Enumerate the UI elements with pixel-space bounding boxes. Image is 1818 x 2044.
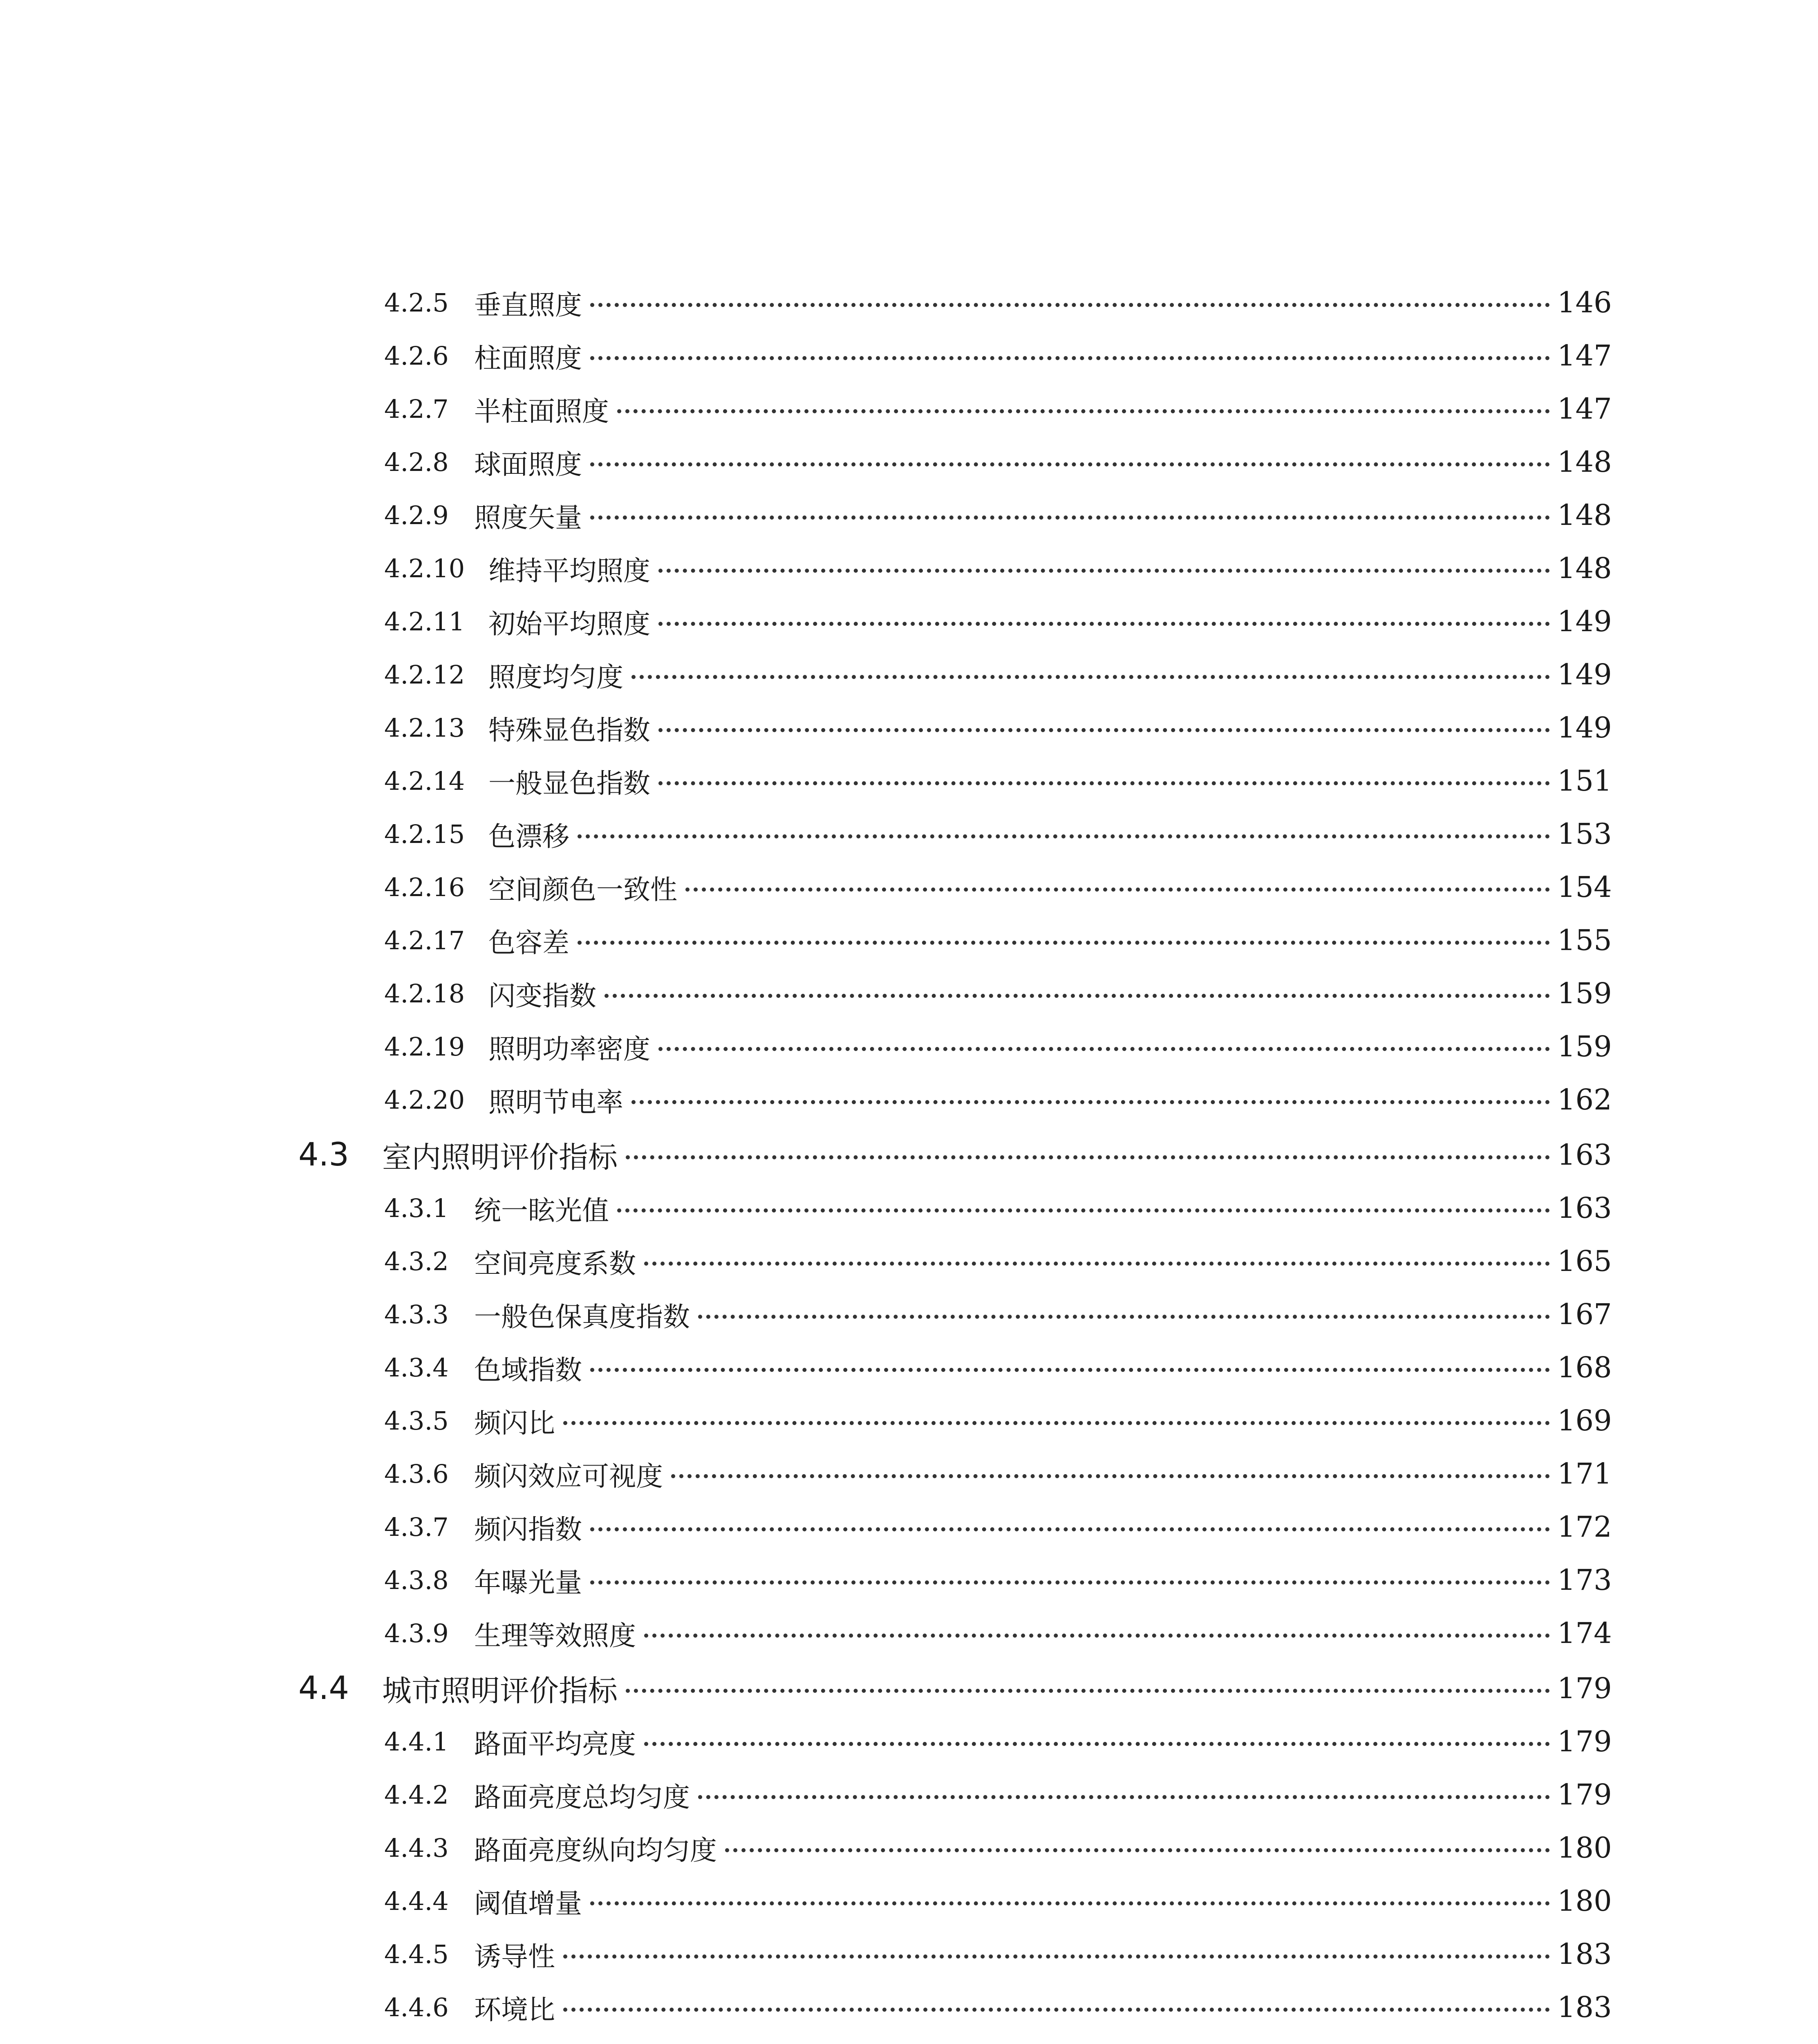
toc-section-heading[interactable] [298,1668,1610,1709]
toc-entry-number: 4.2.15 [384,819,465,849]
toc-dot-leader [578,941,1550,945]
toc-entry-number: 4.3.8 [384,1565,449,1595]
toc-entry-page: 183 [1557,1990,1612,2024]
toc-entry-page: 149 [1557,658,1612,691]
toc-entry-number: 4.2.10 [384,553,465,583]
toc-section-heading[interactable] [298,1134,1610,1175]
toc-entry-page: 146 [1557,286,1612,319]
toc-entry-page: 148 [1557,445,1612,479]
toc-entry-title: 频闪指数 [474,1513,582,1545]
toc-dot-leader [631,1100,1550,1104]
toc-entry-page: 169 [1557,1404,1612,1437]
toc-entry-page: 165 [1557,1244,1612,1278]
toc-dot-leader [698,1315,1550,1319]
toc-entry-number: 4.3.6 [384,1459,449,1489]
toc-entry-number: 4.2.6 [384,341,449,371]
toc-section-number: 4.3 [298,1136,349,1173]
toc-entry-page: 148 [1557,498,1612,532]
toc-entry[interactable] [384,1721,1610,1762]
toc-entry-page: 153 [1557,817,1612,851]
toc-dot-leader [563,2008,1550,2012]
toc-entry-page: 147 [1557,339,1612,372]
toc-entry-number: 4.3.9 [384,1618,449,1648]
toc-entry-page: 167 [1557,1298,1612,1331]
toc-entry-title [474,2041,561,2044]
toc-entry-title: 柱面照度 [474,342,582,374]
toc-entry-title: 色域指数 [474,1354,582,1386]
toc-entry[interactable] [384,388,1610,429]
toc-dot-leader [590,303,1550,307]
toc-entry-page: 180 [1557,1884,1612,1918]
toc-entry[interactable] [384,601,1610,642]
toc-entry-number: 4.3.3 [384,1299,449,1329]
toc-entry-number: 4.3.4 [384,1352,449,1383]
toc-entry-title: 统一眩光值 [474,1195,609,1226]
toc-dot-leader [658,569,1550,573]
toc-entry-number: 4.2.11 [384,606,465,637]
toc-dot-leader [725,1848,1550,1852]
toc-entry[interactable] [384,1987,1610,2028]
toc-entry-number: 4.4.3 [384,1833,449,1863]
toc-dot-leader [590,356,1550,360]
toc-entry-title: 诱导性 [474,1941,555,1972]
toc-entry-number: 4.3.2 [384,1246,449,1276]
toc-entry-number: 4.4.2 [384,1780,449,1810]
toc-entry[interactable] [384,1453,1610,1494]
toc-entry-page: 172 [1557,1510,1612,1544]
toc-entry-title: 闪变指数 [488,980,596,1012]
toc-entry-title: 路面亮度纵向均匀度 [474,1834,717,1866]
toc-entry-page: 149 [1557,605,1612,638]
toc-dot-leader [590,462,1550,466]
toc-entry[interactable] [384,1188,1610,1228]
toc-entry[interactable] [384,1506,1610,1547]
toc-entry-title: 频闪比 [474,1407,555,1439]
toc-entry-number: 4.3.5 [384,1405,449,1436]
toc-entry-title: 垂直照度 [474,289,582,321]
toc-entry-page: 159 [1557,977,1612,1010]
toc-entry-page: 179 [1557,1725,1612,1758]
toc-entry-page: 180 [1557,1831,1612,1865]
toc-dot-leader [644,1262,1550,1266]
toc-dot-leader [590,1527,1550,1531]
toc-dot-leader [590,1901,1550,1905]
toc-entry[interactable] [384,707,1610,748]
toc-entry[interactable] [384,495,1610,536]
toc-entry-title: 空间亮度系数 [474,1248,636,1280]
toc-entry-number: 4.2.17 [384,925,465,955]
toc-entry-title: 空间颜色一致性 [488,874,677,905]
toc-section-page: 179 [1557,1672,1612,1705]
toc-entry-title: 初始平均照度 [488,608,650,640]
toc-entry-number: 4.2.9 [384,500,449,530]
toc-entry-number: 4.2.5 [384,287,449,318]
toc-entry[interactable] [384,442,1610,482]
toc-entry-title: 年曝光量 [474,1567,582,1598]
toc-entry-page: 168 [1557,1351,1612,1384]
toc-entry[interactable] [384,282,1610,323]
toc-entry-page: 154 [1557,870,1612,904]
toc-entry[interactable] [384,1613,1610,1654]
toc-entry[interactable] [384,2040,1610,2044]
toc-entry-number: 4.2.20 [384,1085,465,1115]
toc-entry-title: 球面照度 [474,448,582,480]
toc-entry[interactable] [384,814,1610,854]
toc-entry-title: 照明功率密度 [488,1033,650,1065]
toc-dot-leader [605,994,1550,998]
toc-dot-leader [658,1047,1550,1051]
toc-entry[interactable] [384,1827,1610,1868]
toc-entry-title: 色容差 [488,927,569,959]
toc-entry-number: 4.4.5 [384,1939,449,1969]
toc-entry-page: 173 [1557,1563,1612,1597]
toc-dot-leader [617,1208,1550,1213]
toc-entry-title: 半柱面照度 [474,395,609,427]
toc-entry[interactable] [384,1774,1610,1815]
toc-entry-title: 环境比 [474,1994,555,2026]
toc-dot-leader [590,515,1550,520]
toc-entry-number: 4.4.4 [384,1886,449,1916]
toc-entry-number: 4.2.19 [384,1031,465,1062]
toc-entry-title: 维持平均照度 [488,555,650,587]
toc-entry[interactable] [384,760,1610,801]
toc-entry[interactable] [384,1347,1610,1388]
toc-entry[interactable] [384,548,1610,589]
toc-dot-leader [631,675,1550,679]
toc-dot-leader [617,409,1550,413]
toc-entry[interactable] [384,1400,1610,1441]
toc-entry-number: 4.2.18 [384,978,465,1009]
toc-dot-leader [590,1580,1550,1585]
toc-entry-page: 174 [1557,1616,1612,1650]
toc-entry-page: 171 [1557,1457,1612,1490]
toc-section-number: 4.4 [298,1670,349,1707]
toc-entry-page: 163 [1557,1191,1612,1225]
toc-dot-leader [658,781,1550,785]
toc-dot-leader [563,1421,1550,1425]
toc-entry[interactable] [384,1241,1610,1282]
toc-entry-number: 4.2.12 [384,659,465,690]
toc-entry-page: 151 [1557,764,1612,798]
toc-entry-title: 频闪效应可视度 [474,1460,663,1492]
toc-dot-leader [698,1795,1550,1799]
toc-entry[interactable] [384,1880,1610,1921]
toc-entry-title: 路面亮度总均匀度 [474,1781,690,1813]
toc-entry-page: 149 [1557,711,1612,744]
toc-entry[interactable] [384,335,1610,376]
toc-section-title: 城市照明评价指标 [382,1674,618,1708]
toc-dot-leader [644,1742,1550,1746]
toc-entry[interactable] [384,867,1610,908]
toc-entry-number: 4.2.14 [384,766,465,796]
toc-dot-leader [644,1634,1550,1638]
toc-section-title: 室内照明评价指标 [382,1140,618,1174]
toc-entry-page: 183 [1557,1937,1612,1971]
toc-dot-leader [671,1474,1550,1478]
toc-dot-leader [626,1689,1550,1693]
toc-entry-page: 155 [1557,923,1612,957]
toc-entry-title: 一般显色指数 [488,767,650,799]
toc-entry-number: 4.2.13 [384,713,465,743]
toc-entry-title: 色漂移 [488,820,569,852]
toc-entry[interactable] [384,1560,1610,1600]
toc-section-page: 163 [1557,1138,1612,1172]
toc-entry-number: 4.3.7 [384,1512,449,1542]
toc-entry-page: 162 [1557,1083,1612,1116]
toc-entry-number: 4.3.1 [384,1193,449,1223]
toc-dot-leader [590,1368,1550,1372]
toc-dot-leader [563,1954,1550,1959]
toc-entry-number: 4.4.6 [384,1992,449,2022]
toc-dot-leader [658,728,1550,732]
toc-entry-number: 4.2.7 [384,394,449,424]
toc-entry-title: 阈值增量 [474,1887,582,1919]
toc-entry-title: 路面平均亮度 [474,1728,636,1760]
toc-entry-title: 一般色保真度指数 [474,1301,690,1333]
toc-entry-number: 4.4.1 [384,1726,449,1757]
toc-entry-number: 4.2.8 [384,447,449,477]
toc-dot-leader [685,888,1550,892]
toc-entry-page: 148 [1557,551,1612,585]
toc-entry[interactable] [384,920,1610,961]
toc-entry-page: 179 [1557,1778,1612,1811]
toc-entry-page: 147 [1557,392,1612,426]
toc-entry[interactable] [384,973,1610,1014]
toc-entry-number: 4.2.16 [384,872,465,902]
toc-entry[interactable] [384,1934,1610,1975]
toc-entry[interactable] [384,1079,1610,1120]
toc-entry-page: 159 [1557,1030,1612,1063]
toc-entry-title: 照明节电率 [488,1086,623,1118]
toc-entry[interactable] [384,654,1610,695]
toc-entry-title: 生理等效照度 [474,1620,636,1652]
toc-dot-leader [658,622,1550,626]
toc-entry-title: 特殊显色指数 [488,714,650,746]
toc-entry[interactable] [384,1294,1610,1335]
toc-entry-title: 照度矢量 [474,502,582,533]
toc-dot-leader [626,1155,1550,1159]
toc-entry[interactable] [384,1026,1610,1067]
toc-entry-title: 照度均匀度 [488,661,623,693]
toc-dot-leader [578,834,1550,838]
